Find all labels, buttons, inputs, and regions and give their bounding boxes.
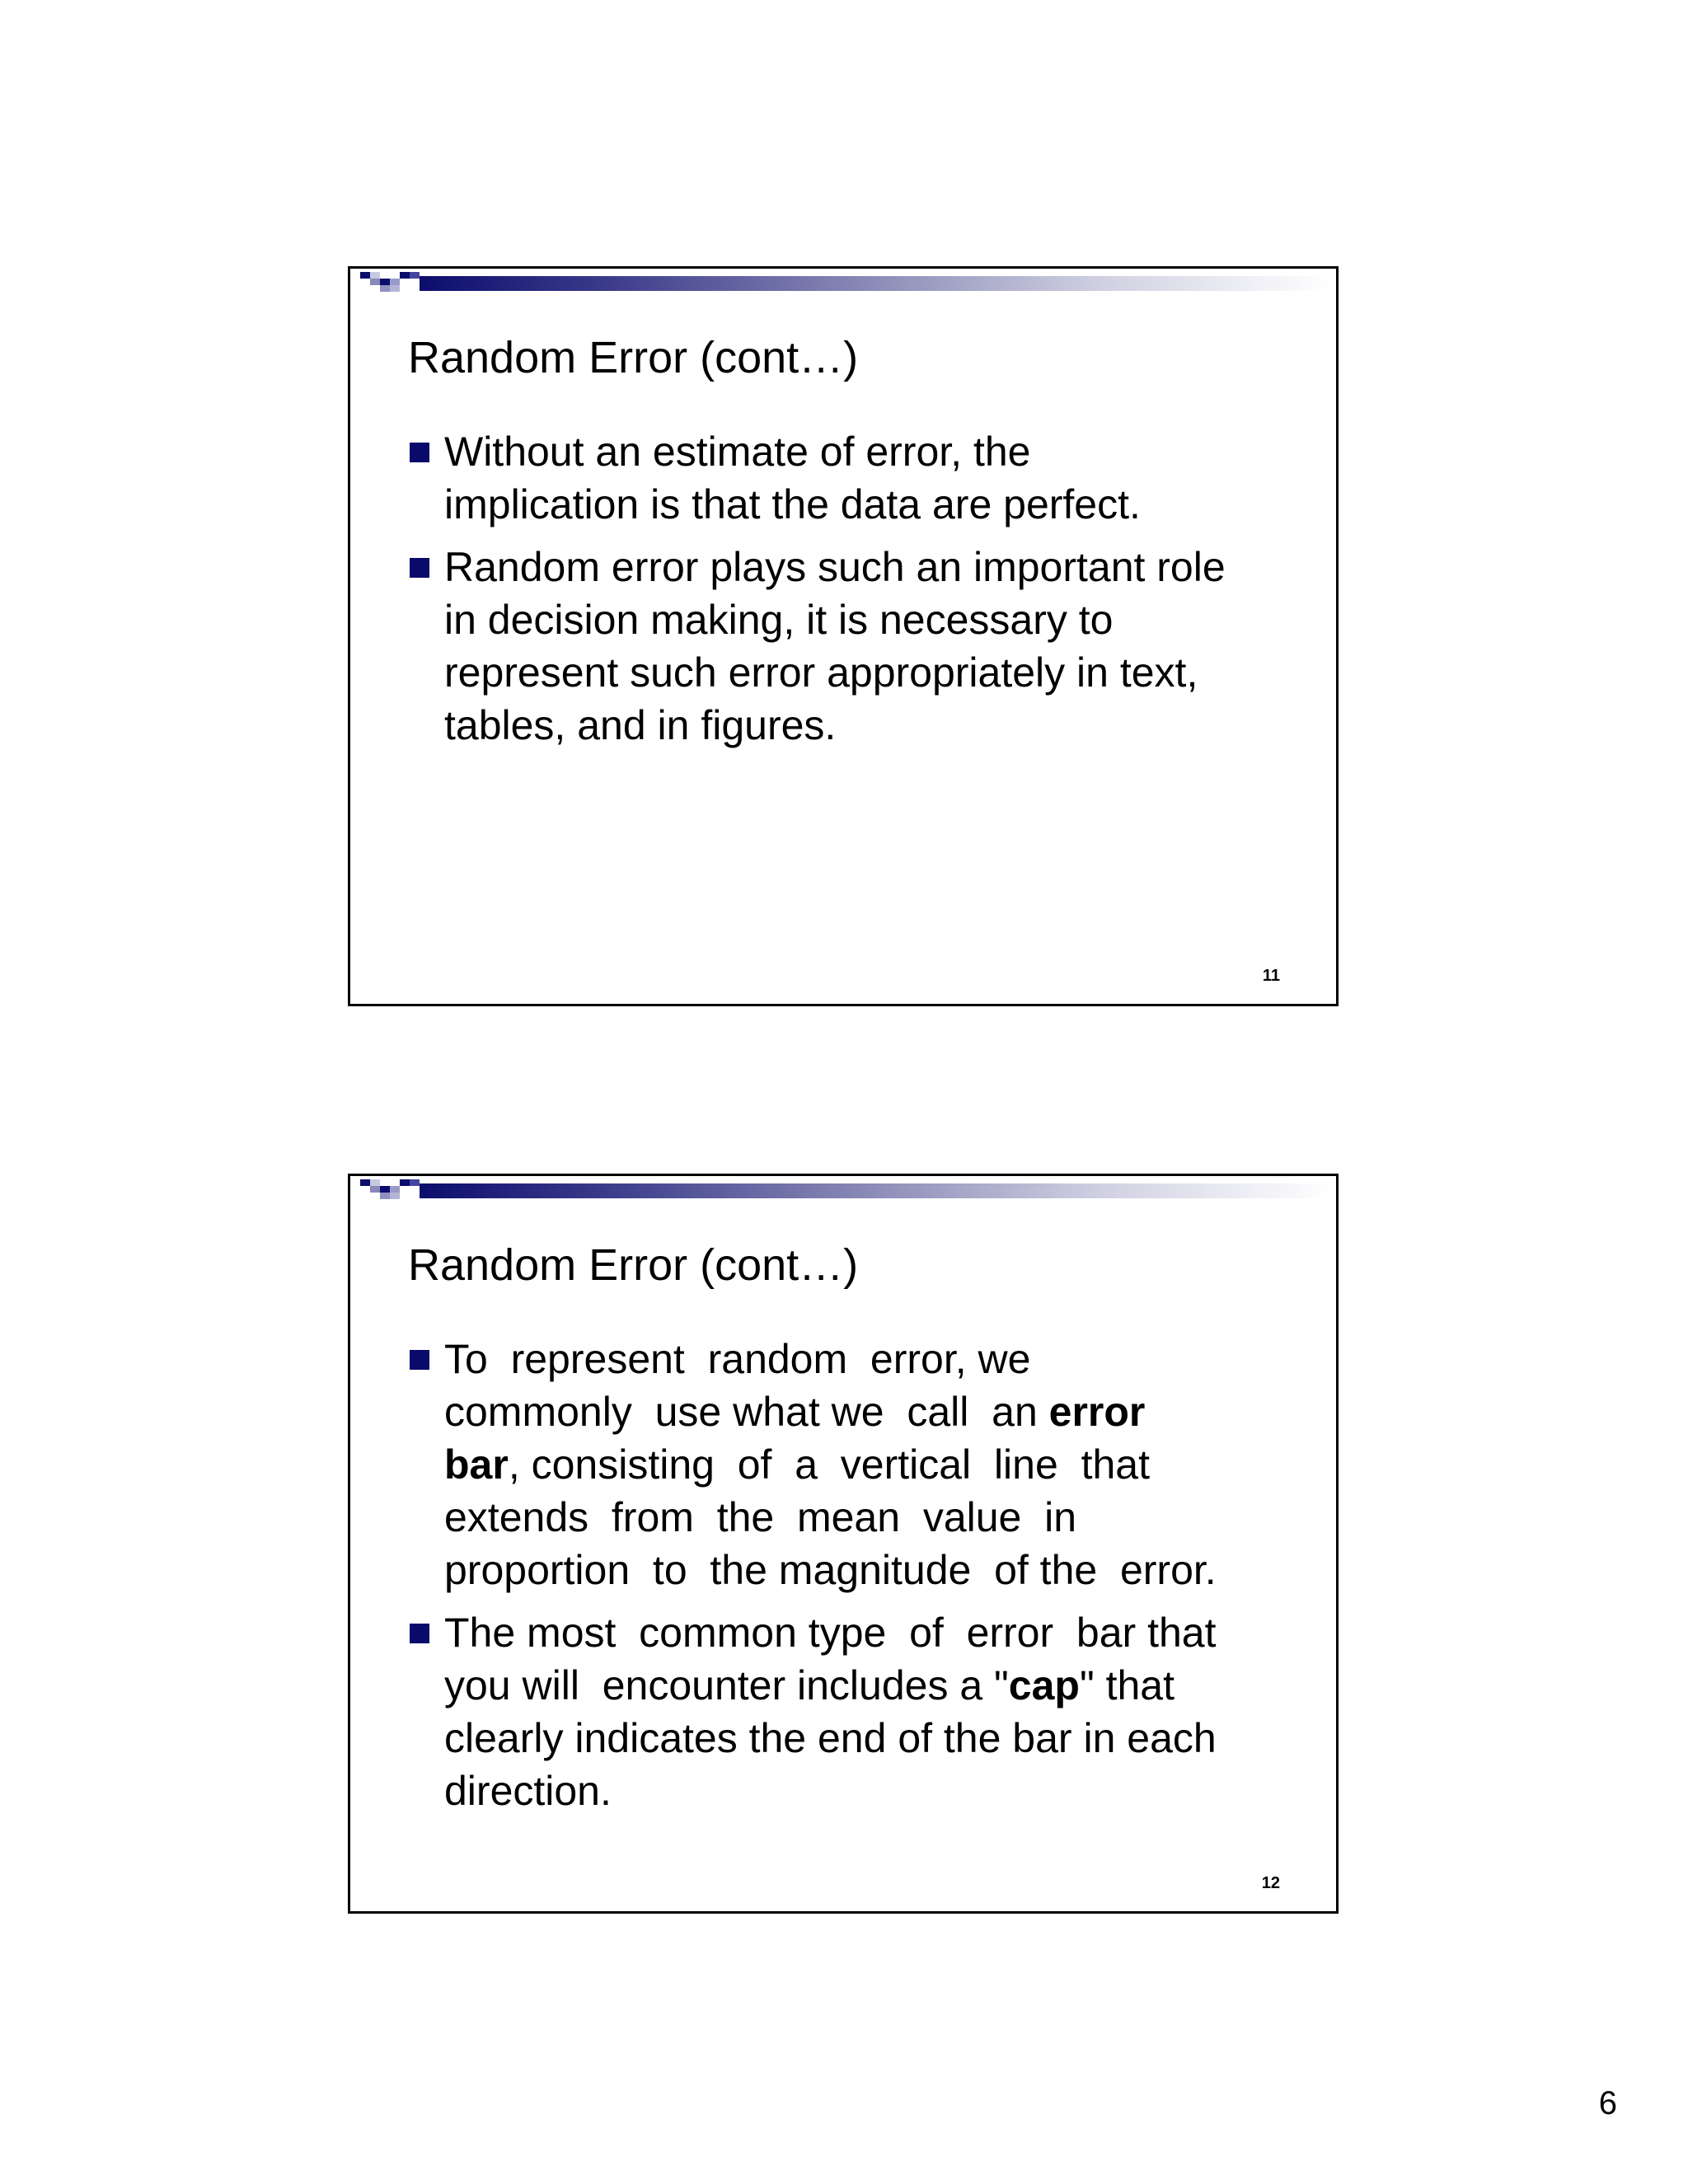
bullet-line: The most common type of error bar that [444,1610,1217,1656]
bullet-line: bar, consisting of a vertical line that [444,1441,1150,1488]
slide-11 [348,266,1339,1006]
bullet-line: you will encounter includes a "cap" that [444,1662,1175,1708]
slide-12 [348,1174,1339,1914]
bullet-line: direction. [444,1768,612,1814]
pixel-decoration-icon [360,272,426,302]
bullet-line: commonly use what we call an error [444,1389,1146,1435]
pixel-decoration-icon [360,1179,426,1209]
bold-term: error [1048,1389,1146,1435]
bullet-line: Random error plays such an important role [444,544,1226,590]
slide-number: 12 [1261,1874,1280,1892]
bullet-line: in decision making, it is necessary to [444,597,1114,643]
square-bullet-icon [410,1624,429,1643]
bullet-item [408,1333,1315,1596]
bullet-item [408,425,1315,531]
bullet-list [408,1333,1315,1827]
bullet-list [408,425,1315,762]
slide-header-bar [420,1183,1329,1198]
page-number: 6 [1598,2085,1617,2121]
slide-number: 11 [1262,967,1280,985]
square-bullet-icon [410,443,429,462]
slide-header-bar [420,276,1329,291]
bold-term: cap [1008,1662,1080,1708]
slide-title: Random Error (cont…) [408,333,859,382]
square-bullet-icon [410,558,429,578]
slide-title: Random Error (cont…) [408,1240,859,1290]
bullet-item [408,1606,1315,1817]
bullet-line: extends from the mean value in [444,1494,1077,1540]
bullet-line: implication is that the data are perfect. [444,481,1141,527]
bold-term: bar [444,1441,509,1488]
bullet-line: Without an estimate of error, the [444,429,1031,475]
bullet-line: tables, and in figures. [444,702,837,748]
bullet-line: To represent random error, we [444,1336,1031,1382]
square-bullet-icon [410,1350,429,1370]
bullet-item [408,541,1315,752]
bullet-line: proportion to the magnitude of the error. [444,1547,1217,1593]
bullet-line: clearly indicates the end of the bar in each [444,1715,1217,1761]
bullet-line: represent such error appropriately in text, [444,649,1198,696]
